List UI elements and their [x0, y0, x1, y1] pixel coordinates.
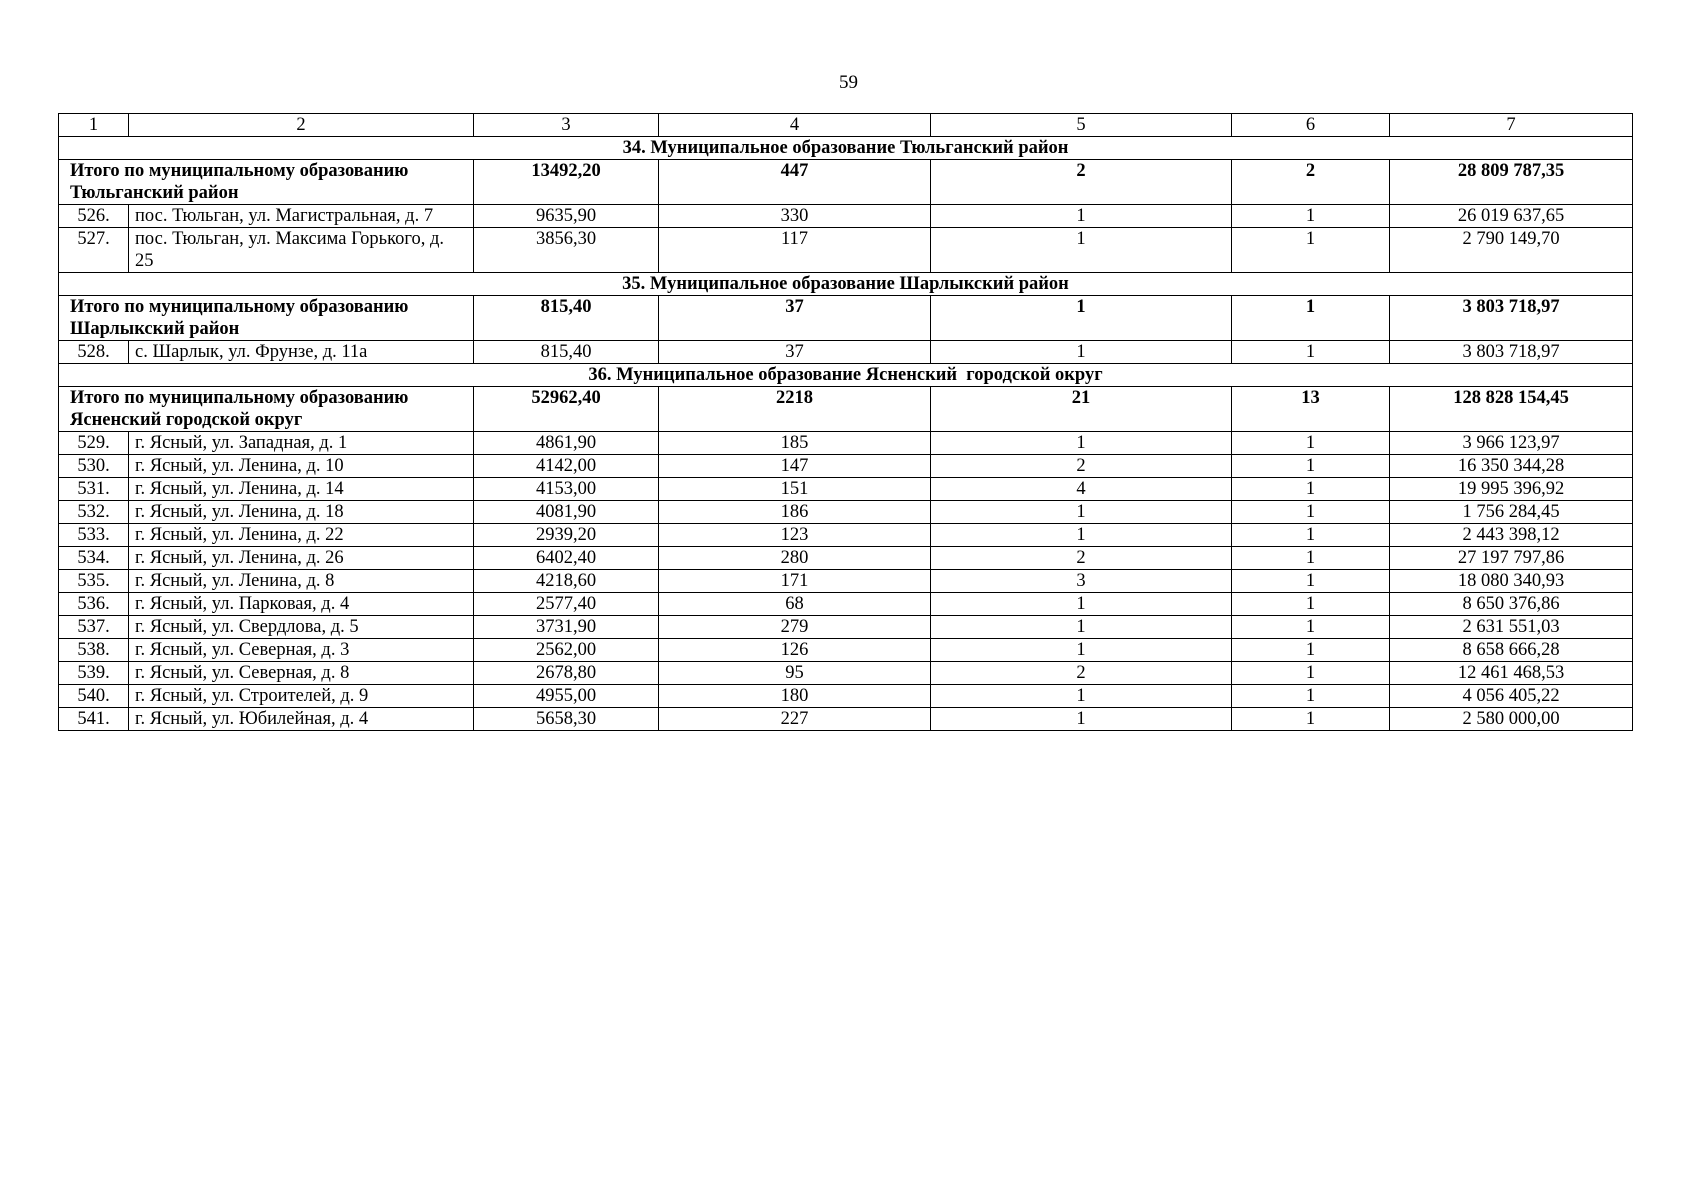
row-number: 533.	[59, 524, 129, 547]
row-residents: 151	[659, 478, 931, 501]
row-cost: 27 197 797,86	[1390, 547, 1633, 570]
total-cost: 128 828 154,45	[1390, 387, 1633, 432]
row-cost: 19 995 396,92	[1390, 478, 1633, 501]
row-area: 6402,40	[474, 547, 659, 570]
row-residents: 37	[659, 341, 931, 364]
column-number: 2	[129, 114, 474, 137]
table-row	[59, 593, 1633, 616]
table-row	[59, 662, 1633, 685]
total-label: Итого по муниципальному образованию Тюльганский район	[59, 160, 474, 205]
row-number: 534.	[59, 547, 129, 570]
row-col5: 1	[931, 685, 1232, 708]
column-number: 1	[59, 114, 129, 137]
table-row	[59, 205, 1633, 228]
row-col6: 1	[1232, 228, 1390, 273]
table-row	[59, 685, 1633, 708]
column-number: 4	[659, 114, 931, 137]
row-residents: 186	[659, 501, 931, 524]
table-row	[59, 547, 1633, 570]
row-residents: 180	[659, 685, 931, 708]
table-row	[59, 616, 1633, 639]
row-address: г. Ясный, ул. Северная, д. 3	[129, 639, 474, 662]
total-residents: 37	[659, 296, 931, 341]
row-cost: 26 019 637,65	[1390, 205, 1633, 228]
row-col5: 2	[931, 455, 1232, 478]
total-area: 13492,20	[474, 160, 659, 205]
row-residents: 330	[659, 205, 931, 228]
total-area: 52962,40	[474, 387, 659, 432]
section-heading-row	[59, 273, 1633, 296]
row-number: 528.	[59, 341, 129, 364]
row-address: г. Ясный, ул. Ленина, д. 14	[129, 478, 474, 501]
row-col5: 1	[931, 228, 1232, 273]
total-col6: 2	[1232, 160, 1390, 205]
table-row	[59, 432, 1633, 455]
row-col5: 1	[931, 639, 1232, 662]
table-row	[59, 639, 1633, 662]
total-col5: 1	[931, 296, 1232, 341]
row-cost: 18 080 340,93	[1390, 570, 1633, 593]
row-address: г. Ясный, ул. Строителей, д. 9	[129, 685, 474, 708]
section-total-row	[59, 387, 1633, 432]
row-cost: 2 631 551,03	[1390, 616, 1633, 639]
row-area: 2678,80	[474, 662, 659, 685]
row-number: 536.	[59, 593, 129, 616]
row-number: 527.	[59, 228, 129, 273]
row-col5: 4	[931, 478, 1232, 501]
row-col5: 1	[931, 616, 1232, 639]
row-col6: 1	[1232, 593, 1390, 616]
column-number: 7	[1390, 114, 1633, 137]
row-col5: 1	[931, 524, 1232, 547]
column-number-row	[59, 114, 1633, 137]
row-cost: 12 461 468,53	[1390, 662, 1633, 685]
row-col5: 1	[931, 593, 1232, 616]
total-cost: 3 803 718,97	[1390, 296, 1633, 341]
section-heading-row	[59, 364, 1633, 387]
row-col5: 2	[931, 547, 1232, 570]
row-address: г. Ясный, ул. Ленина, д. 10	[129, 455, 474, 478]
row-address: г. Ясный, ул. Ленина, д. 26	[129, 547, 474, 570]
row-area: 3731,90	[474, 616, 659, 639]
section-total-row	[59, 160, 1633, 205]
table-row	[59, 455, 1633, 478]
row-cost: 2 443 398,12	[1390, 524, 1633, 547]
row-col6: 1	[1232, 662, 1390, 685]
total-col5: 2	[931, 160, 1232, 205]
row-area: 3856,30	[474, 228, 659, 273]
row-residents: 68	[659, 593, 931, 616]
row-col5: 1	[931, 432, 1232, 455]
row-address: с. Шарлык, ул. Фрунзе, д. 11а	[129, 341, 474, 364]
row-address: г. Ясный, ул. Юбилейная, д. 4	[129, 708, 474, 731]
row-cost: 16 350 344,28	[1390, 455, 1633, 478]
row-residents: 279	[659, 616, 931, 639]
row-area: 4218,60	[474, 570, 659, 593]
row-residents: 117	[659, 228, 931, 273]
row-area: 4955,00	[474, 685, 659, 708]
row-number: 529.	[59, 432, 129, 455]
row-residents: 126	[659, 639, 931, 662]
row-col6: 1	[1232, 501, 1390, 524]
table-row	[59, 501, 1633, 524]
table-row	[59, 478, 1633, 501]
section-title: 34. Муниципальное образование Тюльганский район	[59, 137, 1633, 160]
row-col5: 2	[931, 662, 1232, 685]
row-cost: 3 966 123,97	[1390, 432, 1633, 455]
row-number: 541.	[59, 708, 129, 731]
section-title: 36. Муниципальное образование Ясненский городской округ	[59, 364, 1633, 387]
row-address: г. Ясный, ул. Ленина, д. 18	[129, 501, 474, 524]
row-cost: 8 658 666,28	[1390, 639, 1633, 662]
row-col6: 1	[1232, 341, 1390, 364]
row-cost: 4 056 405,22	[1390, 685, 1633, 708]
row-col5: 3	[931, 570, 1232, 593]
column-number: 5	[931, 114, 1232, 137]
row-number: 540.	[59, 685, 129, 708]
total-label: Итого по муниципальному образованию Шарлыкский район	[59, 296, 474, 341]
total-col5: 21	[931, 387, 1232, 432]
row-residents: 280	[659, 547, 931, 570]
row-col6: 1	[1232, 639, 1390, 662]
row-number: 535.	[59, 570, 129, 593]
row-address: пос. Тюльган, ул. Магистральная, д. 7	[129, 205, 474, 228]
row-col6: 1	[1232, 708, 1390, 731]
row-cost: 2 580 000,00	[1390, 708, 1633, 731]
row-area: 2939,20	[474, 524, 659, 547]
row-number: 539.	[59, 662, 129, 685]
table-row	[59, 228, 1633, 273]
row-area: 4142,00	[474, 455, 659, 478]
total-cost: 28 809 787,35	[1390, 160, 1633, 205]
table-row	[59, 570, 1633, 593]
total-residents: 447	[659, 160, 931, 205]
row-area: 4081,90	[474, 501, 659, 524]
row-number: 538.	[59, 639, 129, 662]
row-residents: 95	[659, 662, 931, 685]
row-col5: 1	[931, 341, 1232, 364]
row-cost: 3 803 718,97	[1390, 341, 1633, 364]
row-cost: 2 790 149,70	[1390, 228, 1633, 273]
row-col5: 1	[931, 205, 1232, 228]
row-area: 9635,90	[474, 205, 659, 228]
row-col5: 1	[931, 501, 1232, 524]
row-col6: 1	[1232, 524, 1390, 547]
section-total-row	[59, 296, 1633, 341]
row-address: г. Ясный, ул. Парковая, д. 4	[129, 593, 474, 616]
table-row	[59, 708, 1633, 731]
total-col6: 13	[1232, 387, 1390, 432]
row-col5: 1	[931, 708, 1232, 731]
row-number: 531.	[59, 478, 129, 501]
row-address: г. Ясный, ул. Западная, д. 1	[129, 432, 474, 455]
row-address: г. Ясный, ул. Ленина, д. 22	[129, 524, 474, 547]
row-col6: 1	[1232, 616, 1390, 639]
row-number: 526.	[59, 205, 129, 228]
row-address: г. Ясный, ул. Ленина, д. 8	[129, 570, 474, 593]
total-residents: 2218	[659, 387, 931, 432]
row-col6: 1	[1232, 547, 1390, 570]
row-area: 4861,90	[474, 432, 659, 455]
row-area: 4153,00	[474, 478, 659, 501]
row-residents: 171	[659, 570, 931, 593]
table-row	[59, 341, 1633, 364]
section-heading-row	[59, 137, 1633, 160]
total-col6: 1	[1232, 296, 1390, 341]
row-col6: 1	[1232, 478, 1390, 501]
row-number: 530.	[59, 455, 129, 478]
table-row	[59, 524, 1633, 547]
row-residents: 185	[659, 432, 931, 455]
row-number: 537.	[59, 616, 129, 639]
row-cost: 8 650 376,86	[1390, 593, 1633, 616]
row-col6: 1	[1232, 685, 1390, 708]
total-label: Итого по муниципальному образованию Ясненский городской округ	[59, 387, 474, 432]
row-residents: 227	[659, 708, 931, 731]
row-col6: 1	[1232, 570, 1390, 593]
page-number: 59	[839, 72, 858, 93]
row-col6: 1	[1232, 455, 1390, 478]
row-residents: 123	[659, 524, 931, 547]
row-area: 815,40	[474, 341, 659, 364]
row-col6: 1	[1232, 205, 1390, 228]
housing-register-table	[58, 113, 1633, 731]
row-address: г. Ясный, ул. Северная, д. 8	[129, 662, 474, 685]
row-cost: 1 756 284,45	[1390, 501, 1633, 524]
section-title: 35. Муниципальное образование Шарлыкский район	[59, 273, 1633, 296]
row-area: 2562,00	[474, 639, 659, 662]
row-number: 532.	[59, 501, 129, 524]
row-area: 2577,40	[474, 593, 659, 616]
total-area: 815,40	[474, 296, 659, 341]
row-address: г. Ясный, ул. Свердлова, д. 5	[129, 616, 474, 639]
row-address: пос. Тюльган, ул. Максима Горького, д. 25	[129, 228, 474, 273]
column-number: 3	[474, 114, 659, 137]
column-number: 6	[1232, 114, 1390, 137]
row-residents: 147	[659, 455, 931, 478]
row-area: 5658,30	[474, 708, 659, 731]
row-col6: 1	[1232, 432, 1390, 455]
